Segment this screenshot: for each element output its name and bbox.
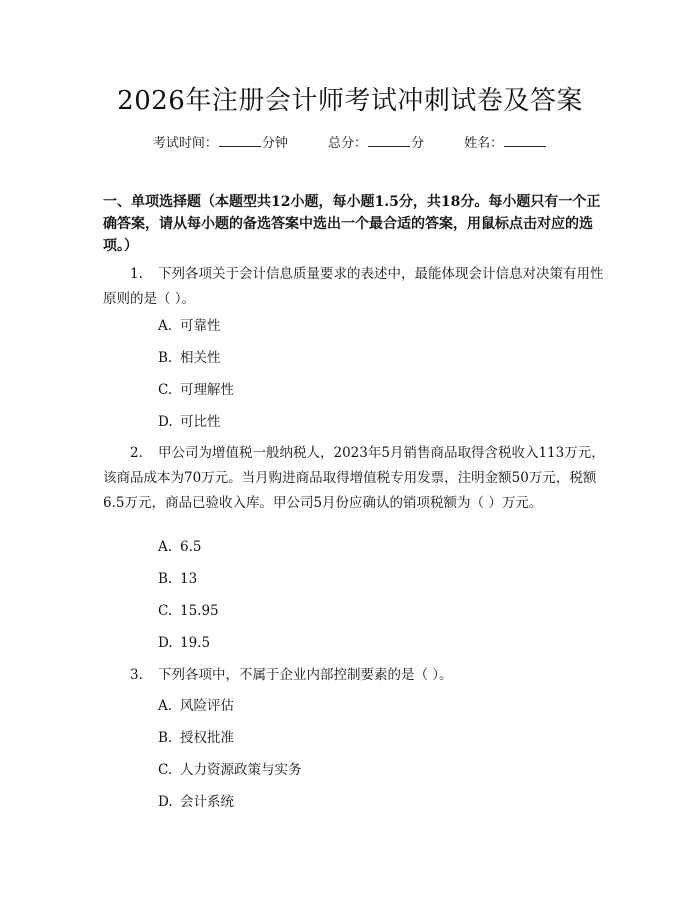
option-text: 会计系统 [180,794,234,810]
option-letter: D. [158,794,173,810]
option-letter: A. [158,539,173,555]
option-text: 相关性 [180,350,221,366]
option-text: 风险评估 [180,698,234,714]
option-text: 可理解性 [180,382,234,398]
option-text: 可靠性 [180,318,221,334]
question-number: 3. [130,667,143,683]
option-2a[interactable] [158,537,201,557]
option-2c[interactable] [158,601,219,621]
option-letter: D. [158,414,173,430]
score-unit: 分 [411,136,425,151]
option-text: 授权批准 [180,730,234,746]
option-letter: C. [158,762,173,778]
exam-name [464,136,547,151]
option-3b[interactable] [158,728,234,748]
question-2 [103,441,611,516]
question-text: 下列各项中，不属于企业内部控制要素的是（ ）。 [158,667,453,683]
option-letter: A. [158,318,173,334]
question-3 [103,663,611,688]
time-label: 考试时间： [152,136,218,151]
option-letter: C. [158,603,173,619]
question-1 [103,262,611,312]
option-text: 15.95 [180,603,219,619]
option-letter: B. [158,350,173,366]
name-blank [504,135,546,147]
option-3c[interactable] [158,760,302,780]
exam-time [153,136,288,151]
time-unit: 分钟 [261,136,288,151]
section-heading: 一、单项选择题（本题型共12小题，每小题1.5分，共18分。每小题只有一个正确答案，请从每小题的备选答案中选出一个最合适的答案，用鼠标点击对应的选项。） [103,194,601,254]
option-1b[interactable] [158,348,221,368]
question-text: 下列各项关于会计信息质量要求的表述中，最能体现会计信息对决策有用性原则的是（ ）。 [103,266,604,307]
option-2d[interactable] [158,633,210,653]
score-label: 总分： [327,136,367,151]
question-number: 1. [130,266,143,282]
option-3a[interactable] [158,696,234,716]
option-letter: B. [158,571,173,587]
option-letter: D. [158,635,173,651]
option-2b[interactable] [158,569,197,589]
option-text: 可比性 [180,414,221,430]
option-letter: C. [158,382,173,398]
exam-score [328,136,424,151]
option-letter: B. [158,730,173,746]
option-1c[interactable] [158,380,234,400]
option-text: 13 [180,571,198,587]
option-1a[interactable] [158,316,221,336]
score-blank [368,135,410,147]
option-text: 19.5 [180,635,211,651]
exam-meta [0,132,700,151]
page-title: 2026年注册会计师考试冲刺试卷及答案 [117,86,583,116]
time-blank [219,135,261,147]
question-text: 甲公司为增值税一般纳税人，2023年5月销售商品取得含税收入113万元，该商品成本为70万元。当月购进商品取得增值税专用发票，注明金额50万元，税额6.5万元，商品已验收入库。甲公司5月份应确认的销项税额为（ ）万元。 [103,445,605,511]
question-number: 2. [130,445,143,461]
option-letter: A. [158,698,173,714]
option-text: 6.5 [180,539,202,555]
name-label: 姓名： [464,136,504,151]
option-text: 人力资源政策与实务 [180,762,302,778]
option-1d[interactable] [158,412,221,432]
option-3d[interactable] [158,792,234,812]
